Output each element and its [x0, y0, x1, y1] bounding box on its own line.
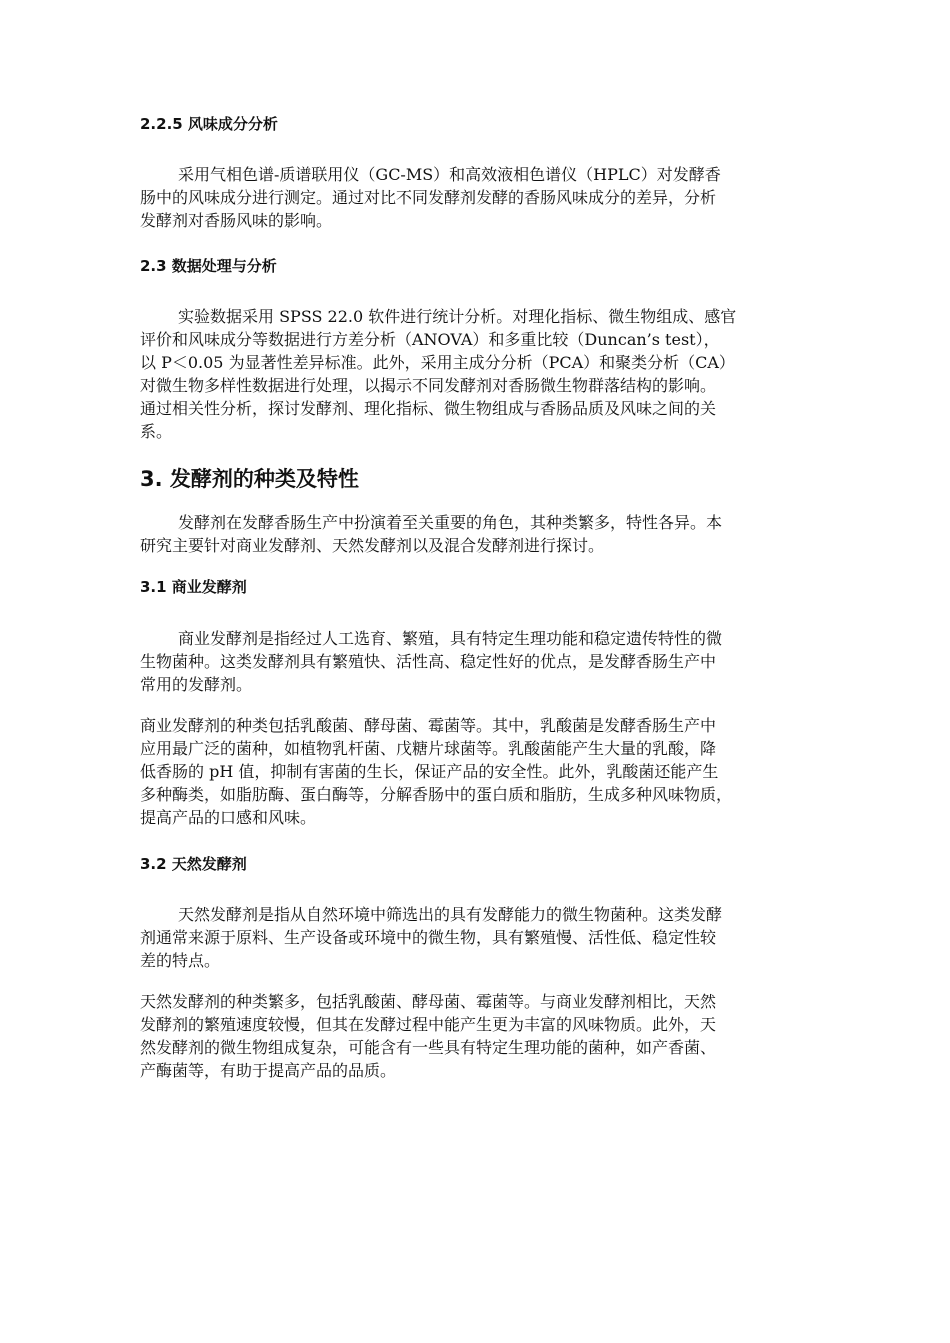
- text-line: 然发酵剂的微生物组成复杂，可能含有一些具有特定生理功能的菌种，如产香菌、: [140, 1038, 717, 1057]
- text-line: 商业发酵剂的种类包括乳酸菌、酵母菌、霉菌等。其中，乳酸菌是发酵香肠生产中: [140, 716, 717, 735]
- paragraph-3-1-a: [140, 627, 815, 696]
- text-line: 天然发酵剂的种类繁多，包括乳酸菌、酵母菌、霉菌等。与商业发酵剂相比，天然: [140, 992, 717, 1011]
- paragraph-3-2-b: [140, 990, 815, 1082]
- text-line: 对微生物多样性数据进行处理，以揭示不同发酵剂对香肠微生物群落结构的影响。: [140, 376, 717, 395]
- text-line: 发酵剂的繁殖速度较慢，但其在发酵过程中能产生更为丰富的风味物质。此外，天: [140, 1015, 717, 1034]
- heading-2-2-5: 2.2.5 风味成分分析: [140, 115, 278, 133]
- text-line: 评价和风味成分等数据进行方差分析（ANOVA）和多重比较（Duncan’s test），: [140, 330, 720, 349]
- text-line: 剂通常来源于原料、生产设备或环境中的微生物，具有繁殖慢、活性低、稳定性较: [140, 928, 717, 947]
- paragraph-2-3: [140, 305, 815, 443]
- text-line: 产酶菌等，有助于提高产品的品质。: [140, 1061, 397, 1080]
- text-line: 研究主要针对商业发酵剂、天然发酵剂以及混合发酵剂进行探讨。: [140, 536, 605, 555]
- text-line: 实验数据采用 SPSS 22.0 软件进行统计分析。对理化指标、微生物组成、感官: [178, 307, 737, 326]
- heading-3-1: 3.1 商业发酵剂: [140, 578, 247, 596]
- text-line: 多种酶类，如脂肪酶、蛋白酶等，分解香肠中的蛋白质和脂肪，生成多种风味物质，: [140, 785, 733, 804]
- heading-3-2: 3.2 天然发酵剂: [140, 855, 247, 873]
- text-line: 商业发酵剂是指经过人工选育、繁殖，具有特定生理功能和稳定遗传特性的微: [178, 629, 723, 648]
- text-line: 发酵剂在发酵香肠生产中扮演着至关重要的角色，其种类繁多，特性各异。本: [178, 513, 723, 532]
- paragraph-3: [140, 511, 815, 557]
- text-line: 低香肠的 pH 值，抑制有害菌的生长，保证产品的安全性。此外，乳酸菌还能产生: [140, 762, 719, 781]
- text-line: 采用气相色谱-质谱联用仪（GC-MS）和高效液相色谱仪（HPLC）对发酵香: [178, 165, 721, 184]
- paragraph-3-2-a: [140, 903, 815, 972]
- heading-3: 3. 发酵剂的种类及特性: [140, 467, 359, 491]
- text-line: 通过相关性分析，探讨发酵剂、理化指标、微生物组成与香肠品质及风味之间的关: [140, 399, 717, 418]
- text-line: 发酵剂对香肠风味的影响。: [140, 211, 333, 230]
- text-line: 生物菌种。这类发酵剂具有繁殖快、活性高、稳定性好的优点，是发酵香肠生产中: [140, 652, 717, 671]
- text-line: 提高产品的口感和风味。: [140, 808, 317, 827]
- text-line: 肠中的风味成分进行测定。通过对比不同发酵剂发酵的香肠风味成分的差异，分析: [140, 188, 717, 207]
- text-line: 差的特点。: [140, 951, 221, 970]
- paragraph-2-2-5: [140, 163, 815, 232]
- text-line: 系。: [140, 422, 173, 441]
- paragraph-3-1-b: [140, 714, 815, 829]
- heading-2-3: 2.3 数据处理与分析: [140, 257, 277, 275]
- text-line: 常用的发酵剂。: [140, 675, 253, 694]
- text-line: 以 P＜0.05 为显著性差异标准。此外，采用主成分分析（PCA）和聚类分析（CA）: [140, 353, 735, 372]
- text-line: 应用最广泛的菌种，如植物乳杆菌、戊糖片球菌等。乳酸菌能产生大量的乳酸，降: [140, 739, 717, 758]
- text-line: 天然发酵剂是指从自然环境中筛选出的具有发酵能力的微生物菌种。这类发酵: [178, 905, 723, 924]
